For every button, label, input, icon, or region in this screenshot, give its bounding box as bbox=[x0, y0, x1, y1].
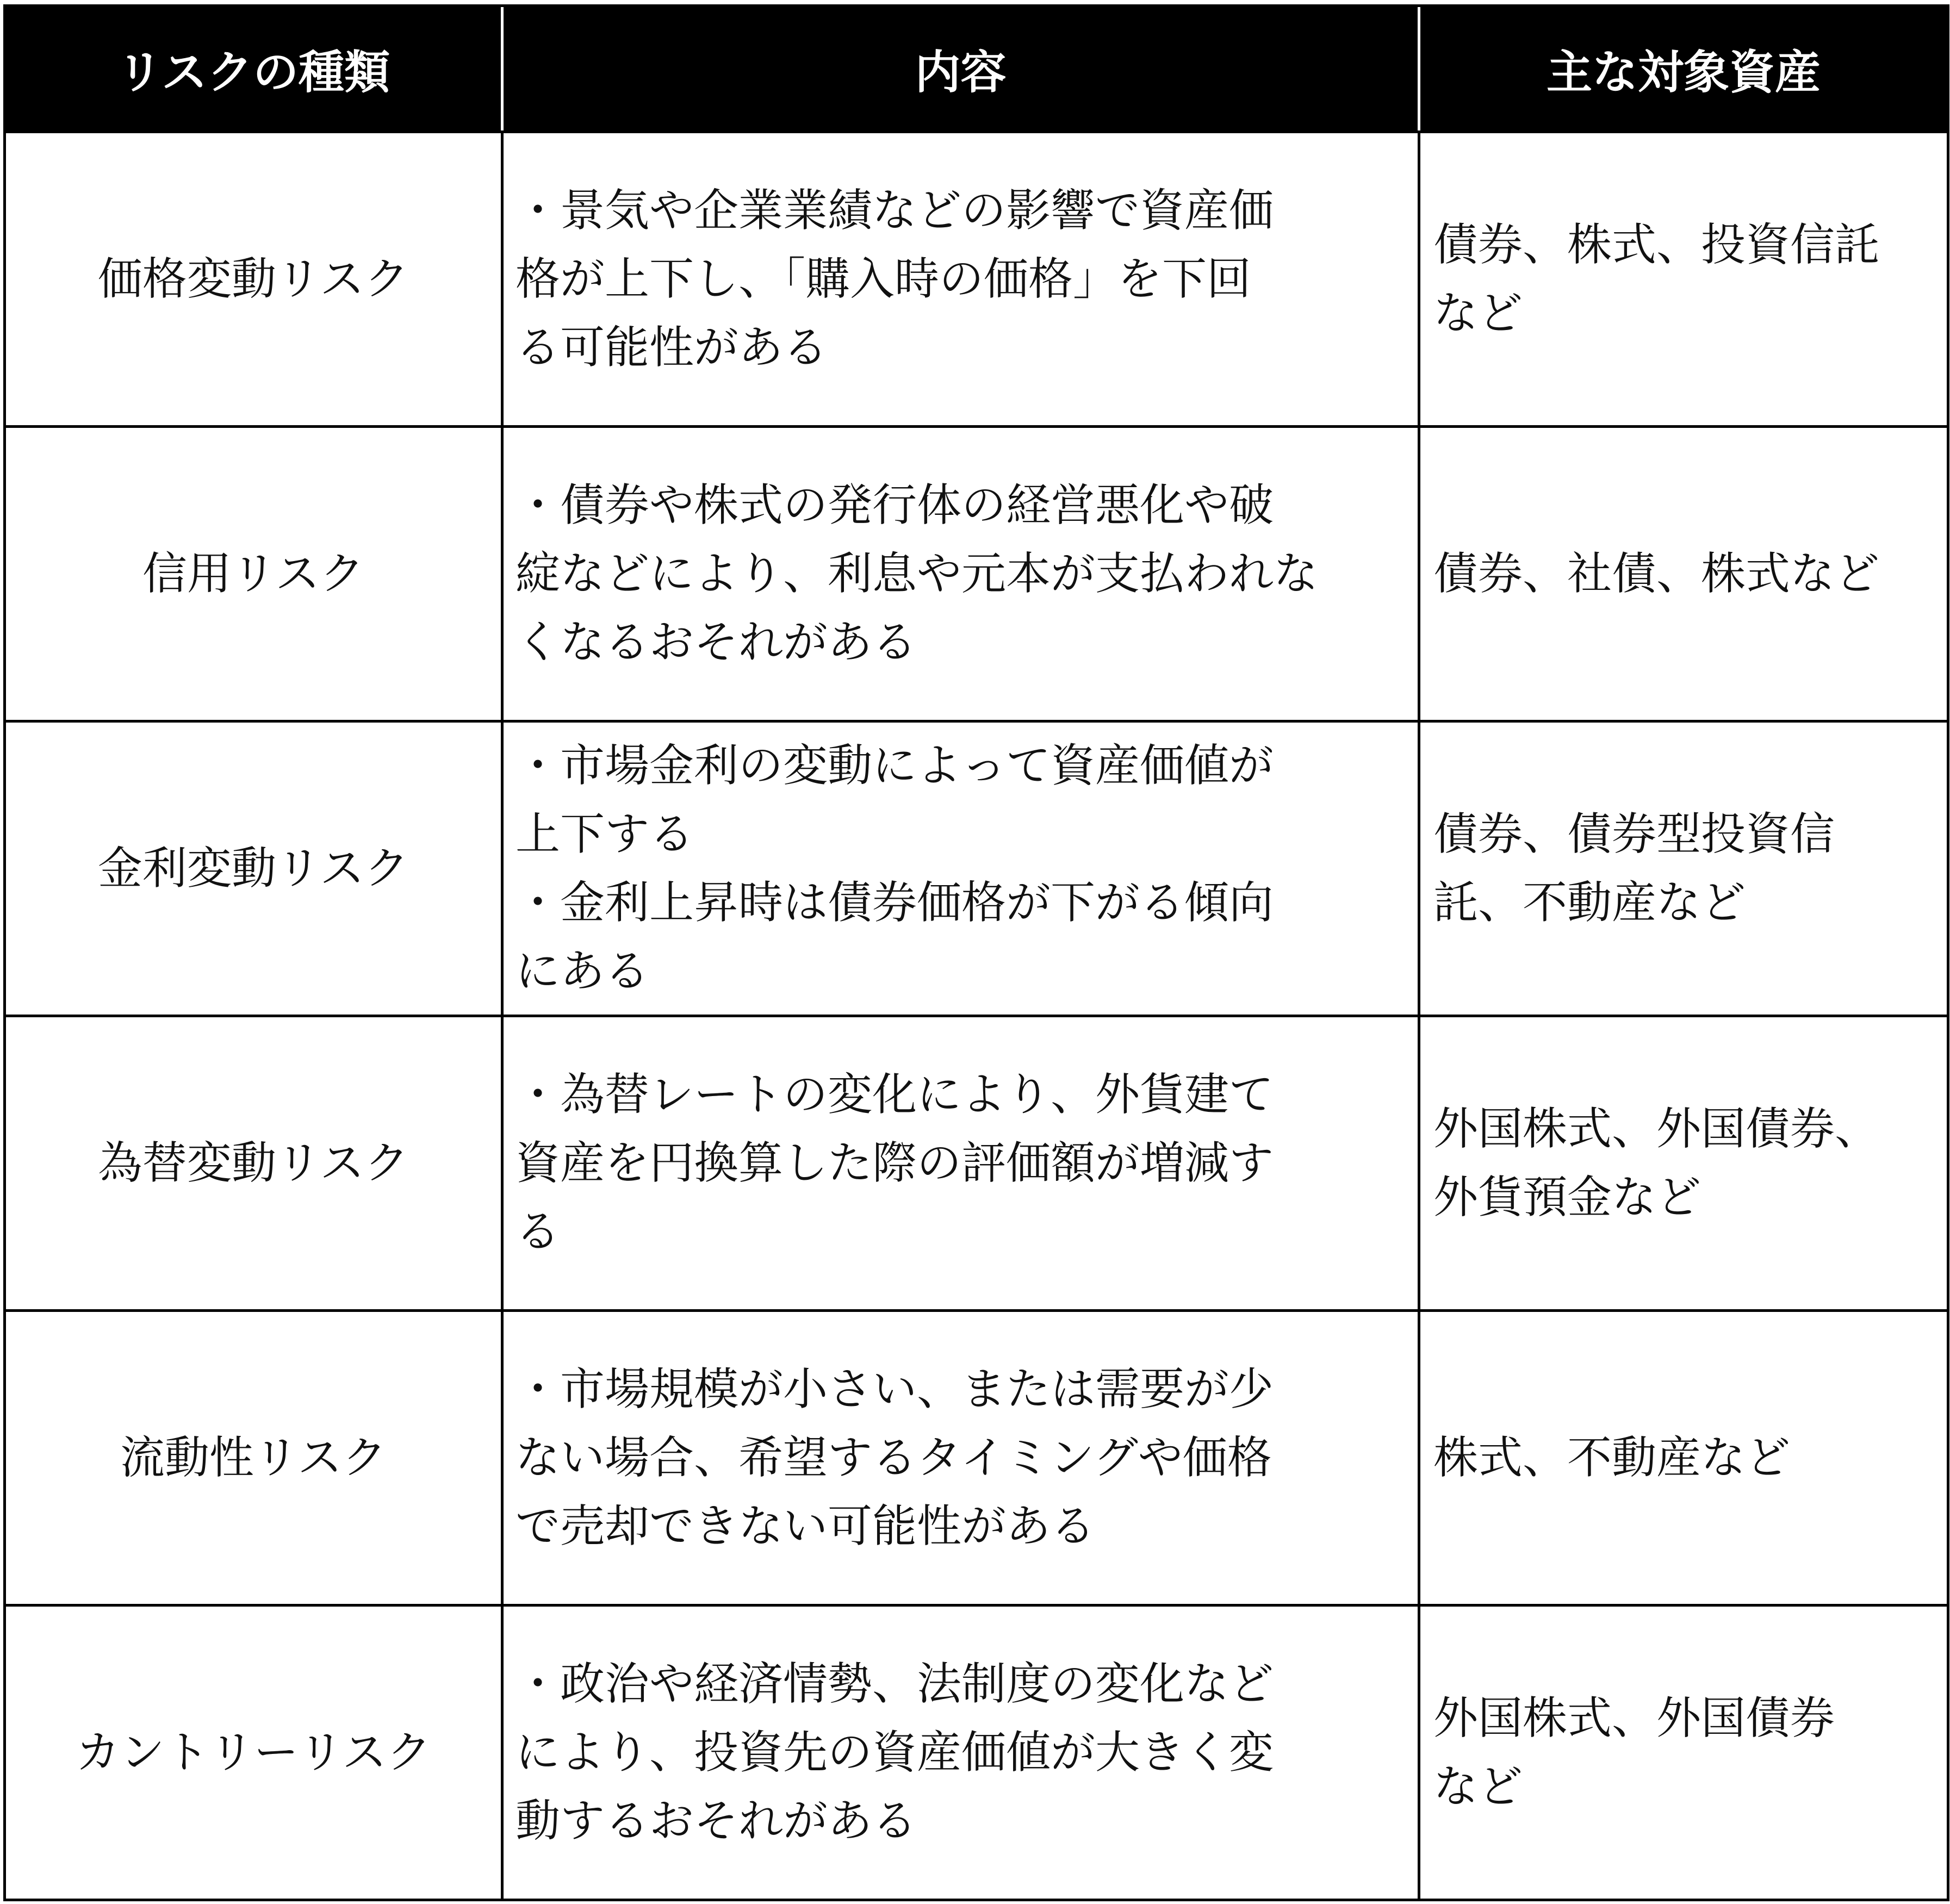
content-line: ・債券や株式の発行体の経営悪化や破 bbox=[516, 479, 1274, 531]
content-line: で売却できない可能性がある bbox=[516, 1500, 1096, 1552]
risk-content-cell bbox=[502, 1311, 1419, 1606]
content-line: にある bbox=[516, 945, 650, 997]
risk-table bbox=[3, 4, 1949, 1901]
content-line: る bbox=[516, 1205, 561, 1258]
header-target-assets: 主な対象資産 bbox=[1419, 6, 1948, 132]
content-line: 資産を円換算した際の評価額が増減す bbox=[516, 1137, 1274, 1189]
assets-line: 株式、不動産など bbox=[1433, 1432, 1791, 1484]
risk-name-cell: 金利変動リスク bbox=[5, 721, 502, 1016]
table-header bbox=[5, 6, 1948, 132]
target-assets-cell bbox=[1419, 132, 1948, 427]
risk-content-cell bbox=[502, 1606, 1419, 1900]
risk-content-cell bbox=[502, 721, 1419, 1016]
assets-line: 債券、債券型投資信 bbox=[1433, 808, 1835, 860]
assets-line: など bbox=[1433, 287, 1523, 339]
risk-content-cell bbox=[502, 132, 1419, 427]
content-line: ・金利上昇時は債券価格が下がる傾向 bbox=[516, 876, 1274, 929]
risk-table-container bbox=[3, 4, 1947, 1900]
table-row bbox=[5, 1606, 1948, 1900]
content-line: 上下する bbox=[516, 808, 694, 860]
header-content: 内容 bbox=[502, 6, 1419, 132]
content-line: ない場合、希望するタイミングや価格 bbox=[516, 1432, 1272, 1484]
target-assets-cell bbox=[1419, 1311, 1948, 1606]
table-row bbox=[5, 427, 1948, 721]
assets-line: 外国株式、外国債券 bbox=[1433, 1692, 1835, 1744]
assets-line: など bbox=[1433, 1760, 1523, 1813]
content-line: 動するおそれがある bbox=[516, 1795, 917, 1847]
content-line: くなるおそれがある bbox=[516, 616, 917, 668]
risk-name-cell: 価格変動リスク bbox=[5, 132, 502, 427]
content-line: 格が上下し、「購入時の価格」を下回 bbox=[516, 253, 1252, 305]
assets-line: 債券、株式、投資信託 bbox=[1433, 219, 1880, 271]
risk-name-cell: 為替変動リスク bbox=[5, 1016, 502, 1311]
assets-line: 託、不動産など bbox=[1433, 876, 1746, 929]
content-line: により、投資先の資産価値が大きく変 bbox=[516, 1726, 1274, 1778]
table-row bbox=[5, 1016, 1948, 1311]
content-line: 綻などにより、利息や元本が支払われな bbox=[516, 547, 1319, 600]
content-line: ・景気や企業業績などの影響で資産価 bbox=[516, 184, 1274, 237]
assets-line: 外国株式、外国債券、 bbox=[1433, 1103, 1880, 1155]
table-row bbox=[5, 132, 1948, 427]
content-line: ・政治や経済情勢、法制度の変化など bbox=[516, 1658, 1274, 1710]
content-line: ・市場規模が小さい、または需要が少 bbox=[516, 1363, 1274, 1415]
assets-line: 外貨預金など bbox=[1433, 1171, 1701, 1223]
risk-content-cell bbox=[502, 427, 1419, 721]
target-assets-cell bbox=[1419, 1606, 1948, 1900]
table-body bbox=[5, 132, 1948, 1900]
risk-name-cell: 流動性リスク bbox=[5, 1311, 502, 1606]
target-assets-cell bbox=[1419, 1016, 1948, 1311]
target-assets-cell bbox=[1419, 721, 1948, 1016]
header-row bbox=[5, 6, 1948, 132]
content-line: ・市場金利の変動によって資産価値が bbox=[516, 739, 1274, 792]
header-risk-type: リスクの種類 bbox=[5, 6, 502, 132]
table-row bbox=[5, 721, 1948, 1016]
content-line: ・為替レートの変化により、外貨建て bbox=[516, 1068, 1274, 1121]
risk-name-cell: 信用リスク bbox=[5, 427, 502, 721]
risk-content-cell bbox=[502, 1016, 1419, 1311]
target-assets-cell bbox=[1419, 427, 1948, 721]
risk-name-cell: カントリーリスク bbox=[5, 1606, 502, 1900]
assets-line: 債券、社債、株式など bbox=[1433, 547, 1880, 600]
content-line: る可能性がある bbox=[516, 321, 828, 374]
table-row bbox=[5, 1311, 1948, 1606]
